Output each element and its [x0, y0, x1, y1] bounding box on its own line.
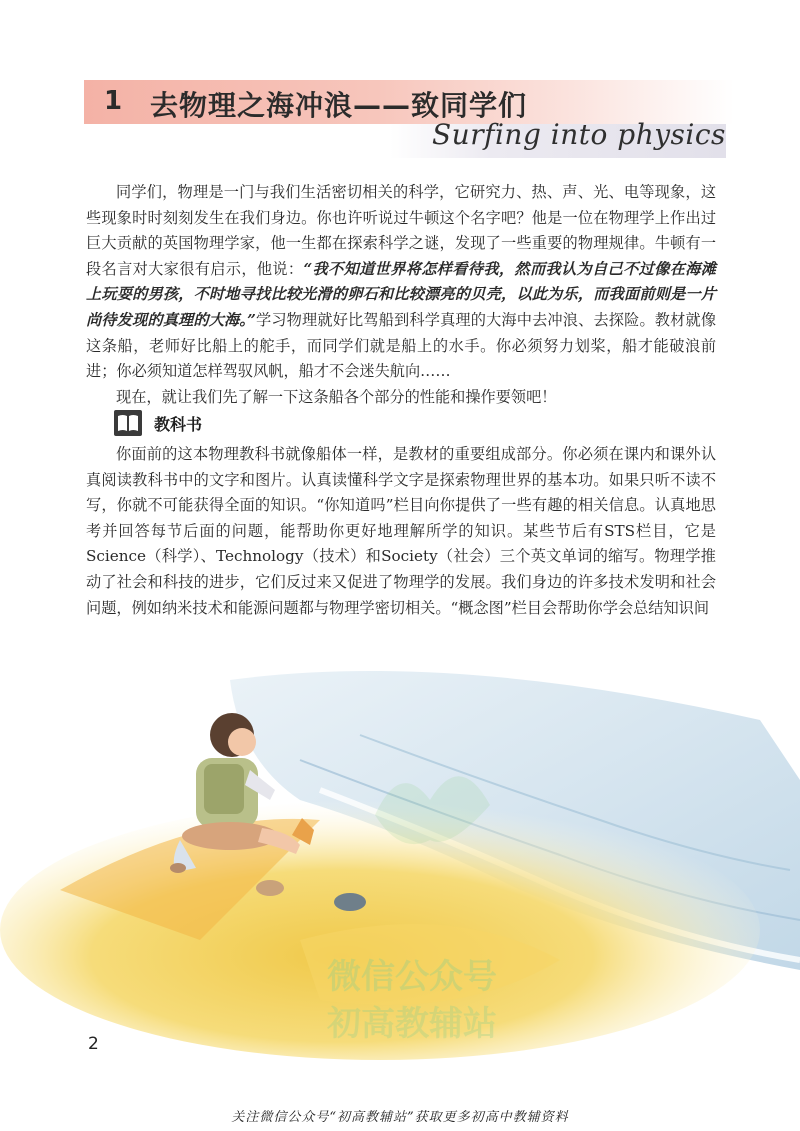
pebble-icon: [170, 863, 186, 873]
beach-illustration: [0, 640, 800, 1060]
intro-text-before-quote: 同学们，物理是一门与我们生活密切相关的科学，它研究力、热、声、光、电等现象，这些现象时时刻刻发生在我们身边。你也许听说过牛顿这个名字吧？他是一位在物理学上作出过巨大贡献的英国物理学家，他一生都在探索科学之谜，发现了一些重要的物理规律。牛顿有一段名言对大家很有启示，他说：: [86, 183, 716, 278]
footer-note: 关注微信公众号“初高教辅站”获取更多初高中教辅资料: [231, 1110, 569, 1125]
watermark-line-2: 初高教辅站: [327, 1004, 497, 1044]
section-label: 教科书: [154, 414, 203, 434]
shell-icon: [256, 880, 284, 896]
intro-text-after-quote: 学习物理就好比驾船到科学真理的大海中去冲浪、去探险。教材就像这条船，老师好比船上的舵手，而同学们就是船上的水手。你必须努力划桨，船才能破浪前进；你必须知道怎样驾驭风帆，船才不会迷失航向……: [86, 310, 717, 381]
section-text: [86, 442, 716, 621]
watermark-line-1: 微信公众号: [327, 957, 497, 997]
chapter-title: 去物理之海冲浪——致同学们: [150, 89, 528, 122]
intro-paragraph-2: 现在，就让我们先了解一下这条船各个部分的性能和操作要领吧！: [116, 387, 557, 406]
section-paragraph: 你面前的这本物理教科书就像船体一样，是教材的重要组成部分。你必须在课内和课外认真阅读教科书中的文字和图片。认真读懂科学文字是探索物理世界的基本功。如果只听不读不写，你就不可能获得全面的知识。“你知道吗”栏目向你提供了一些有趣的相关信息。认真地思考并回答每节后面的问题，能帮助你更好地理解所学的知识。某些节后有STS栏目，它是Science（科学）、Technology（技术）和Society（社会）三个英文单词的缩写。物理学推动了社会和科技的进步，它们反过来又促进了物理学的发展。我们身边的许多技术发明和社会问题，例如纳米技术和能源问题都与物理学密切相关。“概念图”栏目会帮助你学会总结知识间: [86, 445, 716, 617]
newton-quote: “我不知道世界将怎样看待我，然而我认为自己不过像在海滩上玩耍的男孩，不时地寻找比较光滑的卵石和比较漂亮的贝壳，以此为乐，而我面前则是一片尚待发现的真理的大海。”: [86, 259, 716, 329]
intro-text: [86, 180, 716, 410]
section-heading: [114, 410, 202, 436]
chapter-subtitle: Surfing into physics: [432, 118, 726, 151]
shell-icon: [334, 893, 366, 911]
open-book-icon: [114, 410, 142, 436]
chapter-number: 1: [104, 86, 123, 116]
intro-paragraph-1: [86, 180, 716, 385]
page-number: 2: [88, 1034, 99, 1054]
